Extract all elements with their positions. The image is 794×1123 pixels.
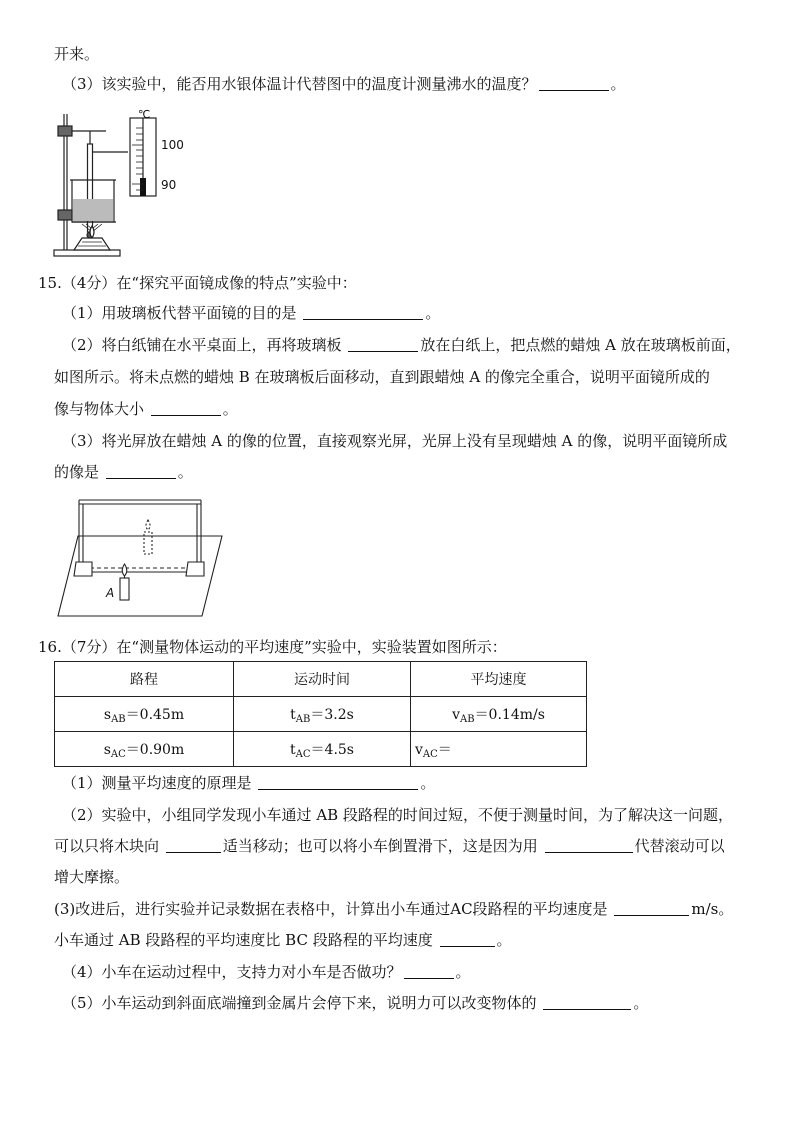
- q16-heading: 16.（7分）在“测量物体运动的平均速度”实验中，实验装置如图所示：: [38, 638, 507, 656]
- thermometer-unit-label: ℃: [138, 108, 151, 121]
- q14-part3-text: （3）该实验中，能否用水银体温计代替图中的温度计测量沸水的温度？: [62, 75, 537, 93]
- q15-part3-line2: 的像是 。: [54, 463, 193, 481]
- thermometer-label-100: 100: [161, 138, 184, 152]
- table-cell: $s_{AC}=0.90m$: [55, 732, 234, 767]
- q16-part2-line2: 可以只将木块向 适当移动；也可以将小车倒置滑下，这是因为用 代替滚动可以: [54, 837, 725, 855]
- answer-blank[interactable]: [404, 962, 454, 979]
- table-header: 路程: [55, 662, 234, 697]
- answer-blank[interactable]: [348, 335, 418, 352]
- answer-blank[interactable]: [545, 836, 633, 853]
- q16-part1: （1）测量平均速度的原理是 。: [62, 774, 436, 792]
- table-cell: $t_{AC}=4.5s$: [234, 732, 411, 767]
- q15-part1: （1）用玻璃板代替平面镜的目的是 。: [62, 304, 441, 322]
- answer-blank[interactable]: [106, 462, 176, 479]
- q16-part2-line3: 增大摩擦。: [54, 868, 130, 886]
- plane-mirror-figure: [56, 494, 226, 620]
- q16-part3-line1: (3)改进后，进行实验并记录数据在表格中，计算出小车通过AC段路程的平均速度是 m/s。: [54, 900, 734, 918]
- q16-part5: （5）小车运动到斜面底端撞到金属片会停下来，说明力可以改变物体的 。: [62, 994, 649, 1012]
- q16-part4: （4）小车在运动过程中，支持力对小车是否做功？ 。: [62, 963, 471, 981]
- table-header: 平均速度: [411, 662, 587, 697]
- measurement-table: [54, 661, 587, 767]
- q15-part2-line2: 如图所示。将未点燃的蜡烛 B 在玻璃板后面移动，直到跟蜡烛 A 的像完全重合，说明平面镜所成的: [54, 368, 710, 386]
- candle-a-label: A: [106, 586, 115, 600]
- table-header: 运动时间: [234, 662, 411, 697]
- q14-continuation: 开来。: [54, 45, 100, 63]
- q15-part3-line1: （3）将光屏放在蜡烛 A 的像的位置，直接观察光屏，光屏上没有呈现蜡烛 A 的像，说明平面镜所成: [62, 432, 728, 450]
- answer-blank[interactable]: [614, 899, 689, 916]
- boiling-apparatus-figure: [52, 104, 202, 262]
- answer-blank[interactable]: [303, 303, 423, 320]
- q15-part2-line3: 像与物体大小 。: [54, 400, 238, 418]
- table-cell-answer[interactable]: $v_{AC}=$: [411, 732, 587, 767]
- thermometer-label-90: 90: [161, 178, 177, 192]
- answer-blank[interactable]: [543, 993, 631, 1010]
- q16-part3-line2: 小车通过 AB 段路程的平均速度比 BC 段路程的平均速度 。: [54, 931, 512, 949]
- answer-blank[interactable]: [539, 74, 609, 91]
- q14-part3: （3）该实验中，能否用水银体温计代替图中的温度计测量沸水的温度？ 。: [62, 75, 626, 93]
- table-header-row: [55, 662, 587, 697]
- answer-blank[interactable]: [258, 773, 418, 790]
- table-row: [55, 697, 587, 732]
- answer-blank[interactable]: [440, 930, 495, 947]
- q15-part2-line1: （2）将白纸铺在水平桌面上，再将玻璃板 放在白纸上，把点燃的蜡烛 A 放在玻璃板前面，: [62, 336, 741, 354]
- table-cell: $t_{AB}=3.2s$: [234, 697, 411, 732]
- answer-blank[interactable]: [166, 836, 221, 853]
- table-cell: $s_{AB}=0.45m$: [55, 697, 234, 732]
- table-row: [55, 732, 587, 767]
- q15-heading: 15.（4分）在“探究平面镜成像的特点”实验中：: [38, 274, 357, 292]
- table-cell: $v_{AB}=0.14m/s$: [411, 697, 587, 732]
- answer-blank[interactable]: [151, 399, 221, 416]
- q16-part2-line1: （2）实验中，小组同学发现小车通过 AB 段路程的时间过短，不便于测量时间，为了解决这一问题，: [62, 806, 733, 824]
